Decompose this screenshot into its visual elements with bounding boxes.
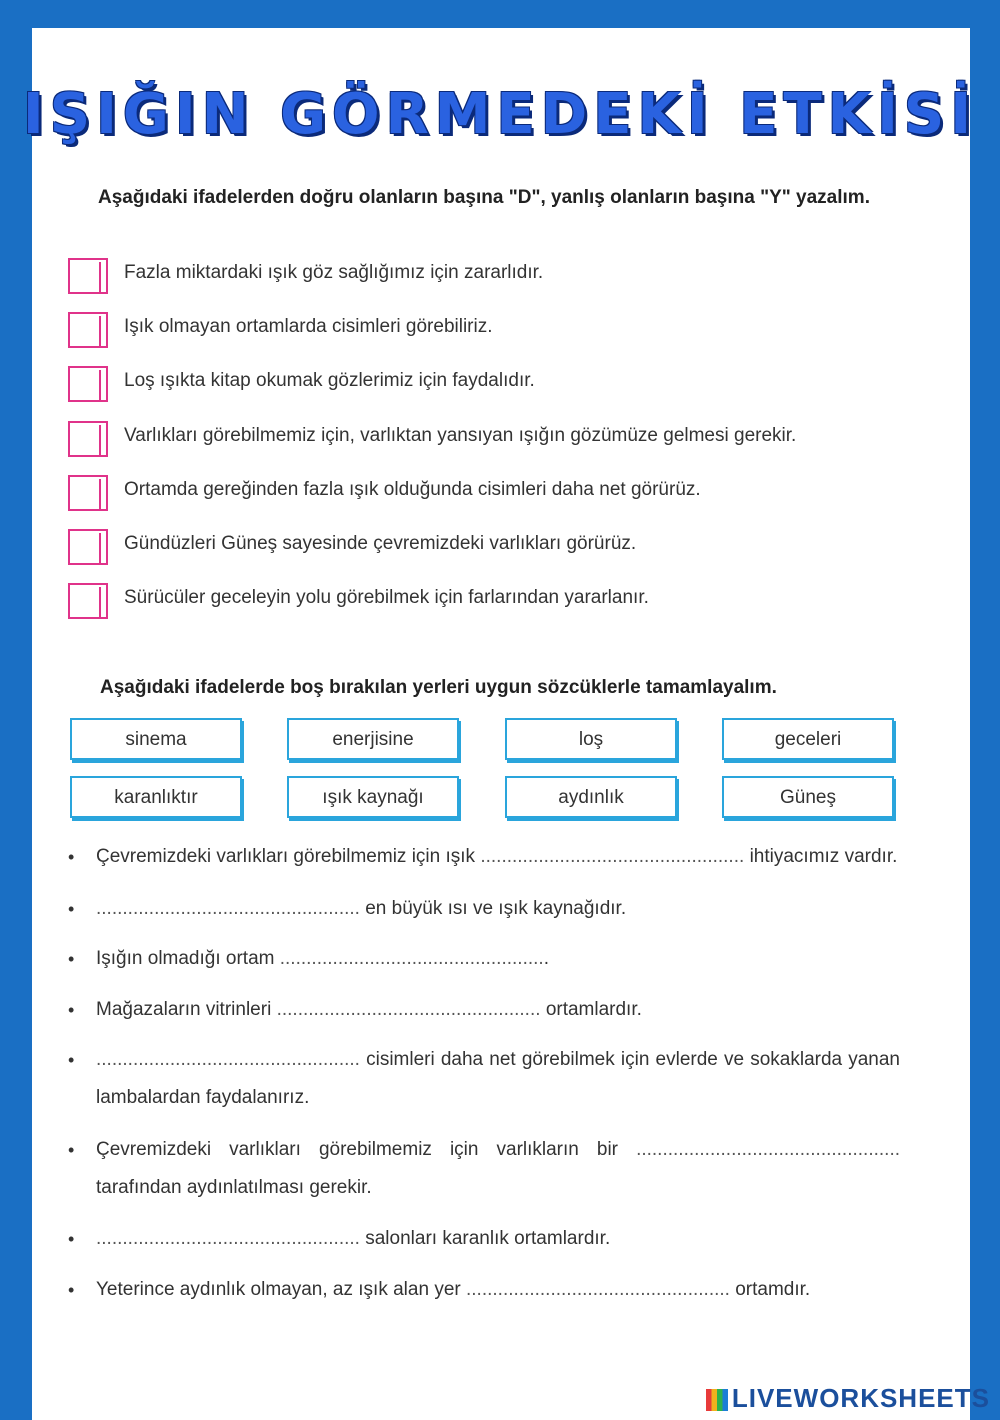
answer-box[interactable] [68, 583, 108, 619]
answer-box[interactable] [68, 312, 108, 348]
bullet: • [68, 1140, 75, 1160]
tf-statement: Işık olmayan ortamlarda cisimleri görebiliriz. [124, 316, 493, 337]
worksheet-title: IŞIĞIN GÖRMEDEKİ ETKİSİ [22, 82, 978, 147]
bullet: • [68, 847, 75, 867]
blank-field[interactable]: .................................................. [96, 1049, 360, 1070]
fill-sentence: • Çevremizdeki varlıkları görebilmemiz için ışık .................................................. ihtiyacımız vardır. [68, 838, 900, 876]
blank-field[interactable]: .................................................. [276, 999, 541, 1020]
fill-sentence: • Işığın olmadığı ortam ................................................... [68, 940, 900, 978]
tf-item [68, 475, 908, 515]
tf-item [68, 421, 908, 461]
true-false-instruction: Aşağıdaki ifadelerden doğru olanların başına "D", yanlış olanların başına "Y" yazalım. [98, 187, 870, 208]
tf-statement: Gündüzleri Güneş sayesinde çevremizdeki varlıkları görürüz. [124, 533, 637, 554]
answer-box[interactable] [68, 258, 108, 294]
fill-sentence: • Mağazaların vitrinleri .................................................. ortamlardır. [68, 991, 900, 1029]
fill-sentence: • Yeterince aydınlık olmayan, az ışık alan yer .................................................. ortamdır. [68, 1271, 900, 1309]
blank-field[interactable]: .................................................. [96, 1228, 360, 1249]
tf-statement: Fazla miktardaki ışık göz sağlığımız için zararlıdır. [124, 262, 544, 283]
bullet: • [68, 1229, 75, 1249]
word-card: karanlıktır [70, 776, 242, 818]
liveworksheets-logo: LIVEWORKSHEETS [706, 1383, 990, 1414]
bullet: • [68, 1280, 75, 1300]
answer-box[interactable] [68, 366, 108, 402]
tf-statement: Ortamda gereğinden fazla ışık olduğunda cisimleri daha net görürüz. [124, 479, 701, 500]
answer-box[interactable] [68, 529, 108, 565]
tf-statement: Sürücüler geceleyin yolu görebilmek için farlarından yararlanır. [124, 587, 649, 608]
tf-statement: Varlıkları görebilmemiz için, varlıktan yansıyan ışığın gözümüze gelmesi gerekir. [124, 425, 797, 446]
fill-sentence: • .................................................. en büyük ısı ve ışık kaynağıdır. [68, 890, 900, 928]
blank-field[interactable]: .................................................. [466, 1279, 730, 1300]
bullet: • [68, 899, 75, 919]
tf-item [68, 312, 908, 352]
blank-field[interactable]: .................................................. [279, 948, 544, 969]
word-card: ışık kaynağı [287, 776, 459, 818]
fill-sentence: • Çevremizdeki varlıkları görebilmemiz için varlıkların bir .................................................. tarafından aydınlatılması gerekir. [68, 1131, 900, 1207]
bullet: • [68, 1050, 75, 1070]
tf-item [68, 258, 908, 298]
blank-field[interactable]: .................................................. [480, 846, 745, 867]
fill-sentence: • .................................................. cisimleri daha net görebilmek için evlerde ve sokaklarda yanan lambalardan faydalanırız. [68, 1041, 900, 1117]
tf-item [68, 583, 908, 623]
word-card: enerjisine [287, 718, 459, 760]
bullet: • [68, 1000, 75, 1020]
word-card: Güneş [722, 776, 894, 818]
word-card: sinema [70, 718, 242, 760]
tf-item [68, 366, 908, 406]
word-card: geceleri [722, 718, 894, 760]
blank-field[interactable]: .................................................. [636, 1139, 901, 1160]
blank-field[interactable]: .................................................. [96, 898, 360, 919]
answer-box[interactable] [68, 421, 108, 457]
word-card: aydınlık [505, 776, 677, 818]
logo-icon [706, 1389, 728, 1411]
word-card: loş [505, 718, 677, 760]
fill-blank-instruction: Aşağıdaki ifadelerde boş bırakılan yerleri uygun sözcüklerle tamamlayalım. [100, 677, 777, 698]
answer-box[interactable] [68, 475, 108, 511]
bullet: • [68, 949, 75, 969]
tf-item [68, 529, 908, 569]
fill-sentence: • .................................................. salonları karanlık ortamlardır. [68, 1220, 900, 1258]
tf-statement: Loş ışıkta kitap okumak gözlerimiz için faydalıdır. [124, 370, 535, 391]
